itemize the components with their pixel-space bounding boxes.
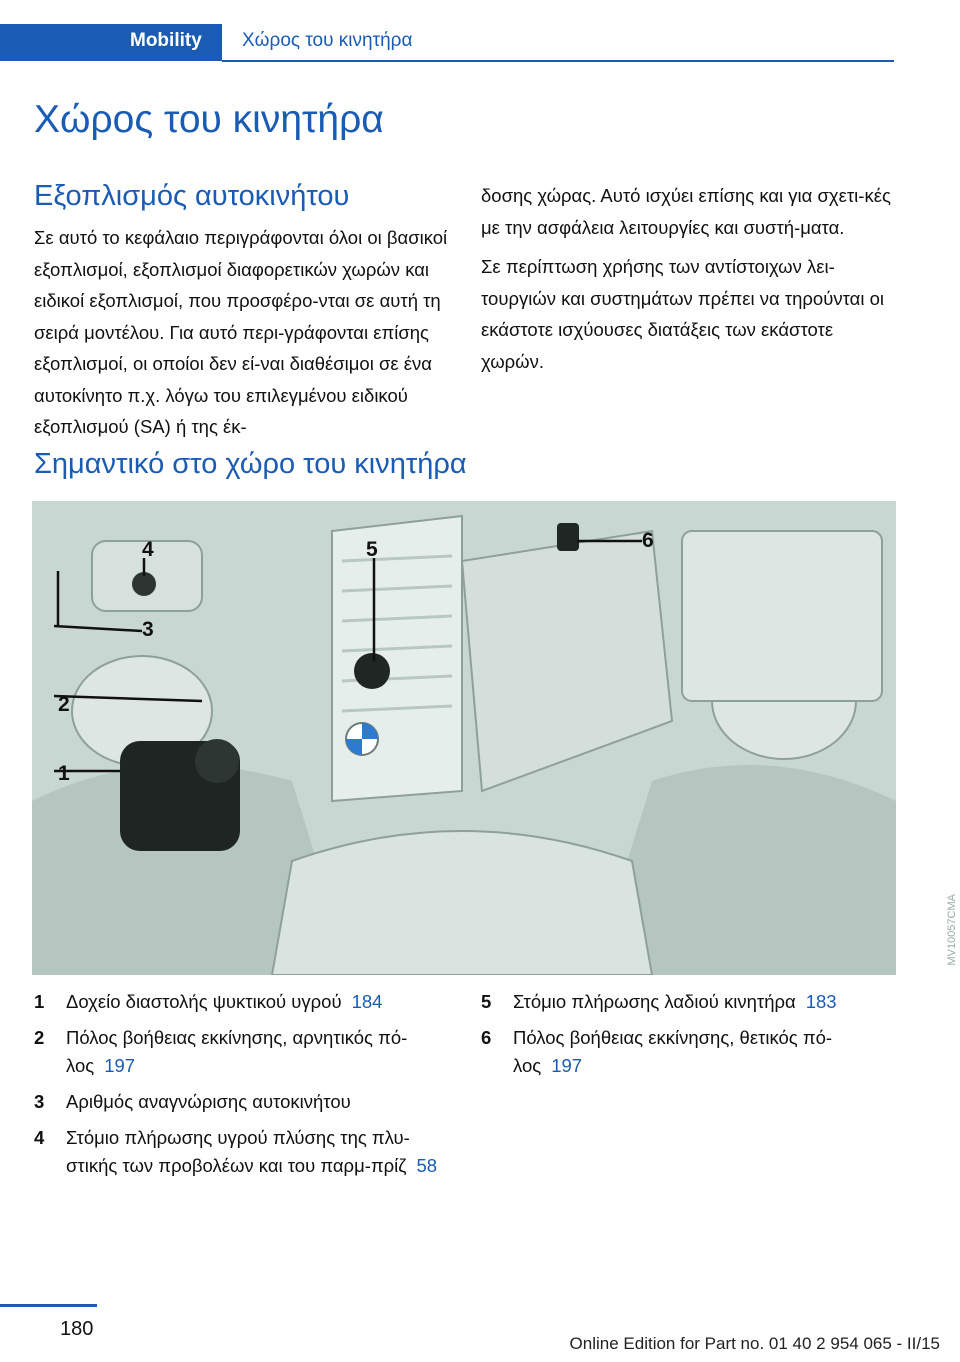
legend-item-4 <box>34 1124 454 1180</box>
legend-number: 2 <box>34 1027 45 1048</box>
legend-text: Δοχείο διαστολής ψυκτικού υγρού <box>66 991 342 1012</box>
callout-2: 2 <box>58 693 70 716</box>
legend-text: Στόμιο πλήρωσης λαδιού κινητήρα <box>513 991 796 1012</box>
page-reference-link[interactable]: 184 <box>351 991 383 1012</box>
legend-item-6 <box>481 1024 901 1080</box>
callout-4: 4 <box>142 538 154 561</box>
page-reference-link[interactable]: 197 <box>551 1055 583 1076</box>
equipment-paragraph-3: Σε περίπτωση χρήσης των αντίστοιχων λει-τουργιών και συστημάτων πρέπει να τηρούνται οι εκάστοτε ισχύουσες διατάξεις των εκάστοτε χωρών. <box>481 256 884 372</box>
legend-item-3 <box>34 1088 454 1116</box>
callout-6: 6 <box>642 529 654 552</box>
legend-number: 3 <box>34 1091 45 1112</box>
page-number: 180 <box>60 1318 94 1340</box>
callout-5: 5 <box>366 538 378 561</box>
footer-rule <box>0 1304 97 1307</box>
legend-text: Πόλος βοήθειας εκκίνησης, αρνητικός πό-λος <box>66 1027 408 1076</box>
legend-item-5 <box>481 988 901 1016</box>
equipment-paragraph-2: δοσης χώρας. Αυτό ισχύει επίσης και για σχετι-κές με την ασφάλεια λειτουργίες και συστή-ματα. <box>481 185 891 238</box>
engine-bay-illustration <box>32 501 896 975</box>
legend-number: 4 <box>34 1127 45 1148</box>
header-section-label: Mobility <box>130 30 202 51</box>
page-reference-link[interactable]: 58 <box>416 1155 438 1176</box>
callout-3: 3 <box>142 618 154 641</box>
legend-item-2 <box>34 1024 454 1080</box>
legend-text: Αριθμός αναγνώρισης αυτοκινήτου <box>66 1091 351 1112</box>
page-title: Χώρος του κινητήρα <box>34 98 384 141</box>
legend-left <box>34 988 454 1188</box>
figure-code: MV10057CMA <box>946 894 958 966</box>
header-rule <box>222 60 894 62</box>
legend-text: Πόλος βοήθειας εκκίνησης, θετικός πό-λος <box>513 1027 833 1076</box>
engine-heading: Σημαντικό στο χώρο του κινητήρα <box>34 448 467 480</box>
callout-1: 1 <box>58 762 70 785</box>
engine-bay-figure <box>32 501 896 975</box>
legend-number: 6 <box>481 1027 492 1048</box>
page-reference-link[interactable]: 183 <box>805 991 837 1012</box>
header-chapter-label: Χώρος του κινητήρα <box>242 30 413 51</box>
legend-item-1 <box>34 988 454 1016</box>
legend-number: 1 <box>34 991 45 1012</box>
equipment-text-left <box>34 222 452 451</box>
legend-right <box>481 988 901 1088</box>
legend-number: 5 <box>481 991 492 1012</box>
equipment-text-right <box>481 180 901 385</box>
equipment-heading: Εξοπλισμός αυτοκινήτου <box>34 180 350 212</box>
equipment-paragraph-1: Σε αυτό το κεφάλαιο περιγράφονται όλοι οι βασικοί εξοπλισμοί, εξοπλισμοί διαφορετικών χωρών και ειδικοί εξοπλισμοί, που προσφέρο-νται σε αυτή τη σειρά μοντέλου. Για αυτό περι-γράφονται επίσης εξοπλισμοί, οι οποίοι δεν εί-ναι διαθέσιμοι σε ένα αυτοκίνητο π.χ. λόγω του επιλεγμένου ειδικού εξοπλισμού (SA) ή της έκ- <box>34 227 448 437</box>
edition-note: Online Edition for Part no. 01 40 2 954 065 - II/15 <box>569 1334 940 1353</box>
page-reference-link[interactable]: 197 <box>104 1055 136 1076</box>
legend-text: Στόμιο πλήρωσης υγρού πλύσης της πλυ-στικής των προβολέων και του παρμ-πρίζ <box>66 1127 410 1176</box>
